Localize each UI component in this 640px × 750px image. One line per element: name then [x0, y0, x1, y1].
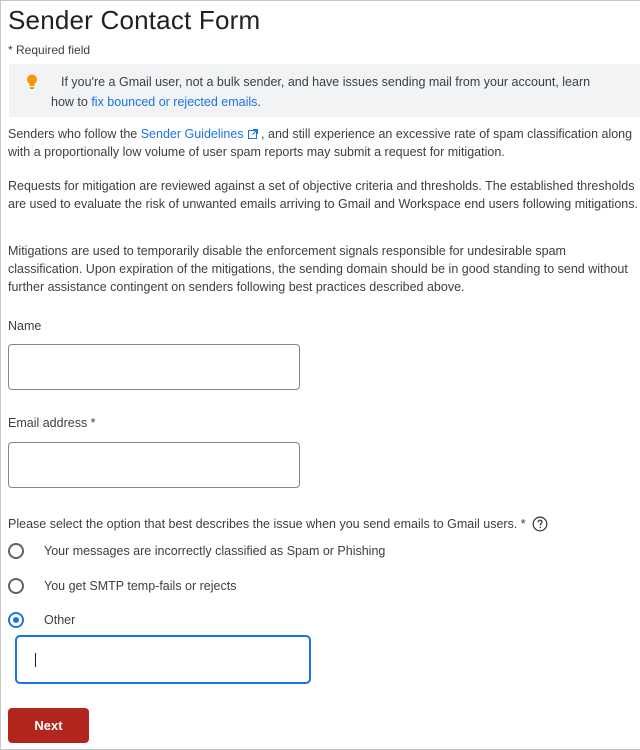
lightbulb-icon	[26, 74, 38, 90]
radio-button[interactable]	[8, 543, 24, 559]
next-button[interactable]: Next	[8, 708, 89, 743]
name-input[interactable]	[8, 344, 300, 390]
text-cursor	[35, 653, 36, 667]
radio-option-spam-phishing[interactable]	[8, 540, 385, 562]
other-issue-input[interactable]	[15, 635, 311, 684]
page-title: Sender Contact Form	[8, 5, 261, 35]
radio-button-selected[interactable]	[8, 612, 24, 628]
help-icon[interactable]	[532, 516, 548, 532]
email-label: Email address *	[8, 416, 96, 430]
callout-text-line2: how to fix bounced or rejected emails.	[51, 95, 261, 109]
required-field-note: * Required field	[8, 43, 91, 57]
radio-label: Your messages are incorrectly classified as Spam or Phishing	[44, 544, 386, 558]
email-input[interactable]	[8, 442, 300, 488]
intro-paragraph-1: Senders who follow the Sender Guidelines , and still experience an excessive rate of spam classification along with a proportionally low volume of user spam reports may submit a request for mitigation.	[8, 127, 633, 159]
callout-text	[51, 72, 626, 112]
radio-label: You get SMTP temp-fails or rejects	[44, 579, 237, 593]
sender-guidelines-link[interactable]: Sender Guidelines	[141, 127, 258, 141]
radio-option-smtp-failures[interactable]	[8, 575, 236, 597]
external-link-icon	[248, 129, 258, 139]
callout-text-line1: If you're a Gmail user, not a bulk sender, and have issues sending mail from your account, learn	[61, 75, 591, 89]
intro-paragraph-2: Requests for mitigation are reviewed against a set of objective criteria and thresholds. The established thresholds are used to evaluate the risk of unwanted emails arriving to Gmail and Workspace end users following mitigations.	[8, 179, 638, 211]
radio-option-other[interactable]	[8, 609, 75, 631]
issue-question: Please select the option that best describes the issue when you send emails to Gmail users. *	[8, 516, 548, 532]
name-label: Name	[8, 319, 42, 333]
radio-label: Other	[44, 613, 76, 627]
fix-bounced-emails-link[interactable]: fix bounced or rejected emails	[91, 95, 258, 109]
radio-button[interactable]	[8, 578, 24, 594]
gmail-user-callout	[9, 64, 640, 117]
intro-paragraph-3: Mitigations are used to temporarily disable the enforcement signals responsible for undesirable spam classification. Upon expiration of the mitigations, the sending domain should be in good standing to send without further assistance contingent on senders following best practices described above.	[8, 244, 628, 294]
